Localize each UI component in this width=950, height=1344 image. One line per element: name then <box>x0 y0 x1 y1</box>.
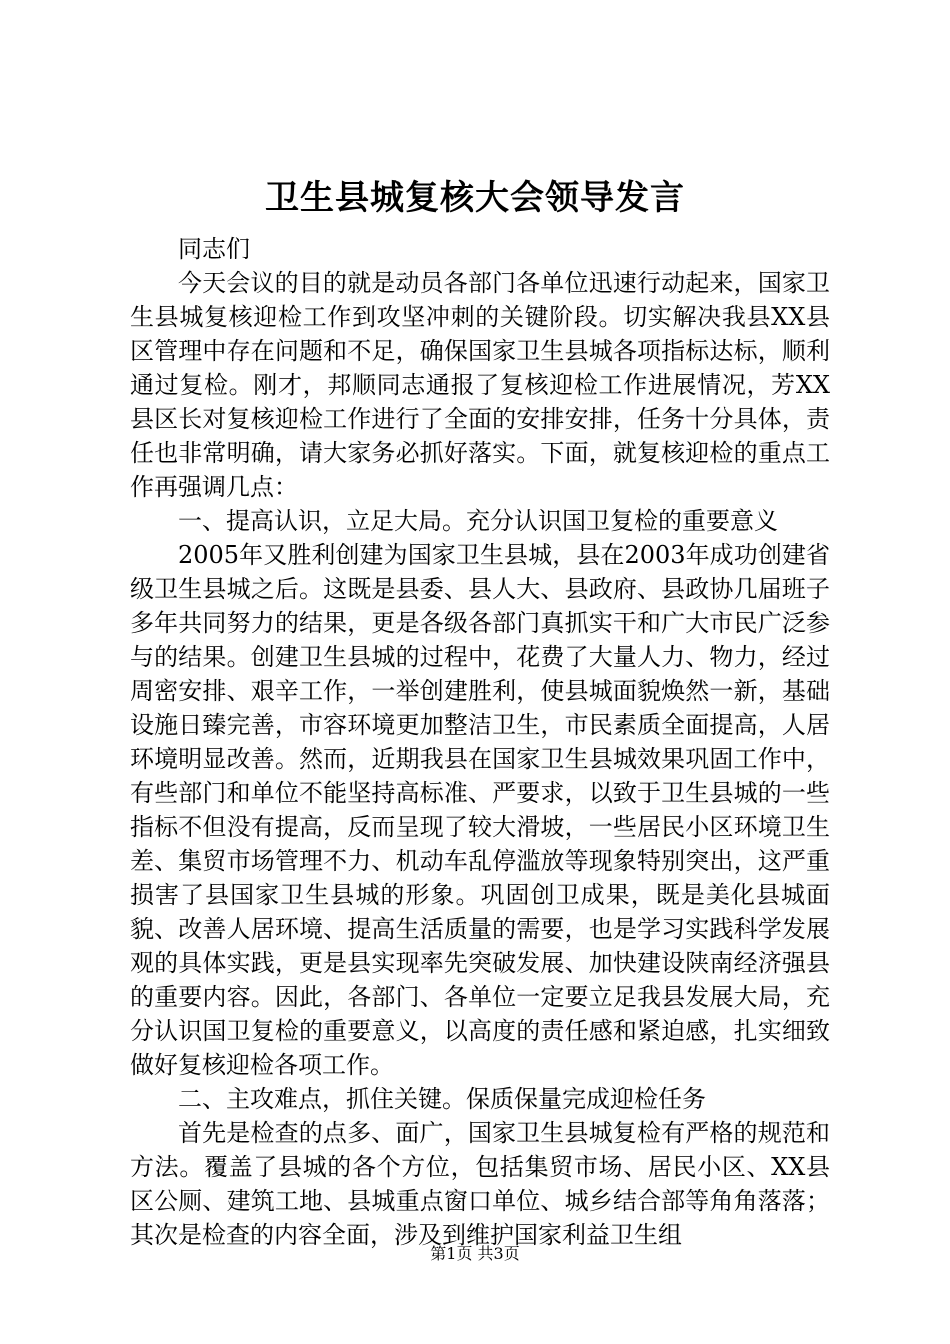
paragraph-section-2: 首先是检查的点多、面广，国家卫生县城复检有严格的规范和方法。覆盖了县城的各个方位，包括集贸市场、居民小区、XX县区公厕、建筑工地、县城重点窗口单位、城乡结合部等角角落落；其次是检查的内容全面，涉及到维护国家利益卫生组 <box>130 1119 830 1249</box>
document-title: 卫生县城复核大会领导发言 <box>265 178 685 218</box>
page-footer <box>0 1244 950 1264</box>
section-heading-2: 二、主攻难点，抓住关键。保质保量完成迎检任务 <box>178 1085 706 1113</box>
document-body <box>130 232 830 1252</box>
paragraph-intro: 今天会议的目的就是动员各部门各单位迅速行动起来，国家卫生县城复核迎检工作到攻坚冲刺的关键阶段。切实解决我县XX县区管理中存在问题和不足，确保国家卫生县城各项指标达标，顺利通过复检。刚才，邦顺同志通报了复核迎检工作进展情况，芳XX县区长对复核迎检工作进行了全面的安排安排，任务十分具体，责任也非常明确，请大家务必抓好落实。下面，就复核迎检的重点工作再强调几点： <box>130 269 830 501</box>
salutation: 同志们 <box>178 235 250 263</box>
section-heading-1: 一、提高认识，立足大局。充分认识国卫复检的重要意义 <box>178 507 778 535</box>
page-indicator: 第1页 共3页 <box>430 1244 520 1263</box>
paragraph-section-1: 2005年又胜利创建为国家卫生县城，县在2003年成功创建省级卫生县城之后。这既是县委、县人大、县政府、县政协几届班子多年共同努力的结果，更是各级各部门真抓实干和广大市民广泛参与的结果。创建卫生县城的过程中，花费了大量人力、物力，经过周密安排、艰辛工作，一举创建胜利，使县城面貌焕然一新，基础设施日臻完善，市容环境更加整洁卫生，市民素质全面提高，人居环境明显改善。然而，近期我县在国家卫生县城效果巩固工作中，有些部门和单位不能坚持高标准、严要求，以致于卫生县城的一些指标不但没有提高，反而呈现了较大滑坡，一些居民小区环境卫生差、集贸市场管理不力、机动车乱停滥放等现象特别突出，这严重损害了县国家卫生县城的形象。巩固创卫成果，既是美化县城面貌、改善人居环境、提高生活质量的需要，也是学习实践科学发展观的具体实践，更是县实现率先突破发展、加快建设陕南经济强县的重要内容。因此，各部门、各单位一定要立足我县发展大局，充分认识国卫复检的重要意义，以高度的责任感和紧迫感，扎实细致做好复核迎检各项工作。 <box>130 541 830 1079</box>
